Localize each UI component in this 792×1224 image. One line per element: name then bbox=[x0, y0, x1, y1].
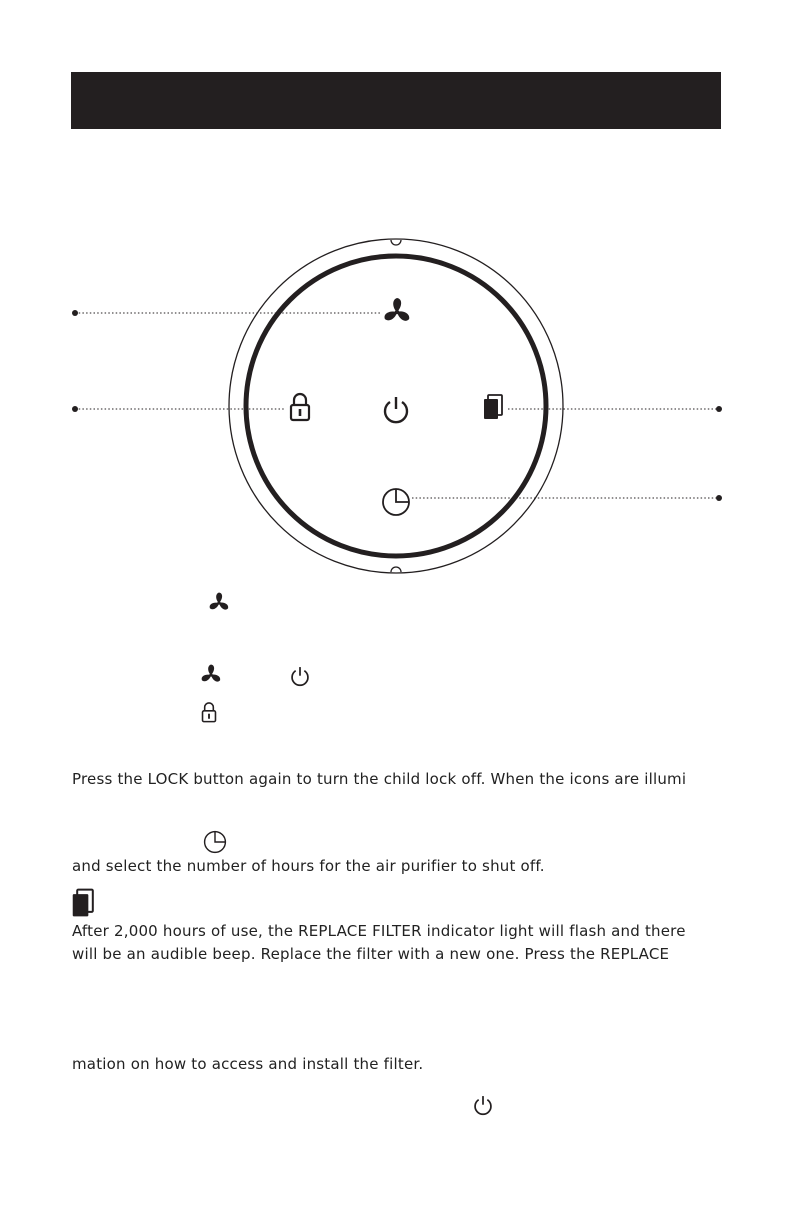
power-icon-inline bbox=[287, 662, 313, 688]
callout-dot-fan bbox=[72, 310, 78, 316]
callout-dot-filter bbox=[716, 406, 722, 412]
lock-icon[interactable] bbox=[291, 394, 309, 420]
ring-notch-top bbox=[391, 240, 401, 245]
fan-speed-icon-inline bbox=[206, 590, 232, 616]
ring-notch-bottom bbox=[391, 567, 401, 572]
timer-icon[interactable] bbox=[383, 489, 409, 515]
timer-icon-inline bbox=[202, 829, 228, 855]
callout-dot-lock bbox=[72, 406, 78, 412]
lock-off-text: Press the LOCK button again to turn the child lock off. When the icons are illumi bbox=[72, 770, 687, 788]
replace-filter-icon[interactable] bbox=[484, 395, 502, 419]
filter-text-line-1: After 2,000 hours of use, the REPLACE FILTER indicator light will flash and there bbox=[72, 922, 686, 940]
filter-text-line-2: will be an audible beep. Replace the filter with a new one. Press the REPLACE bbox=[72, 945, 670, 963]
section-header-bar bbox=[71, 72, 721, 129]
control-panel-diagram bbox=[0, 225, 792, 585]
power-icon-inline-2 bbox=[470, 1091, 496, 1117]
fan-speed-icon[interactable] bbox=[383, 298, 411, 323]
replace-filter-icon-inline bbox=[68, 886, 102, 920]
timer-hours-text: and select the number of hours for the air purifier to shut off. bbox=[72, 857, 545, 875]
filter-info-text: mation on how to access and install the filter. bbox=[72, 1055, 424, 1073]
lock-icon-inline bbox=[197, 700, 221, 726]
callout-dot-timer bbox=[716, 495, 722, 501]
power-icon[interactable] bbox=[385, 397, 407, 422]
fan-speed-icon-inline-2 bbox=[198, 662, 224, 688]
